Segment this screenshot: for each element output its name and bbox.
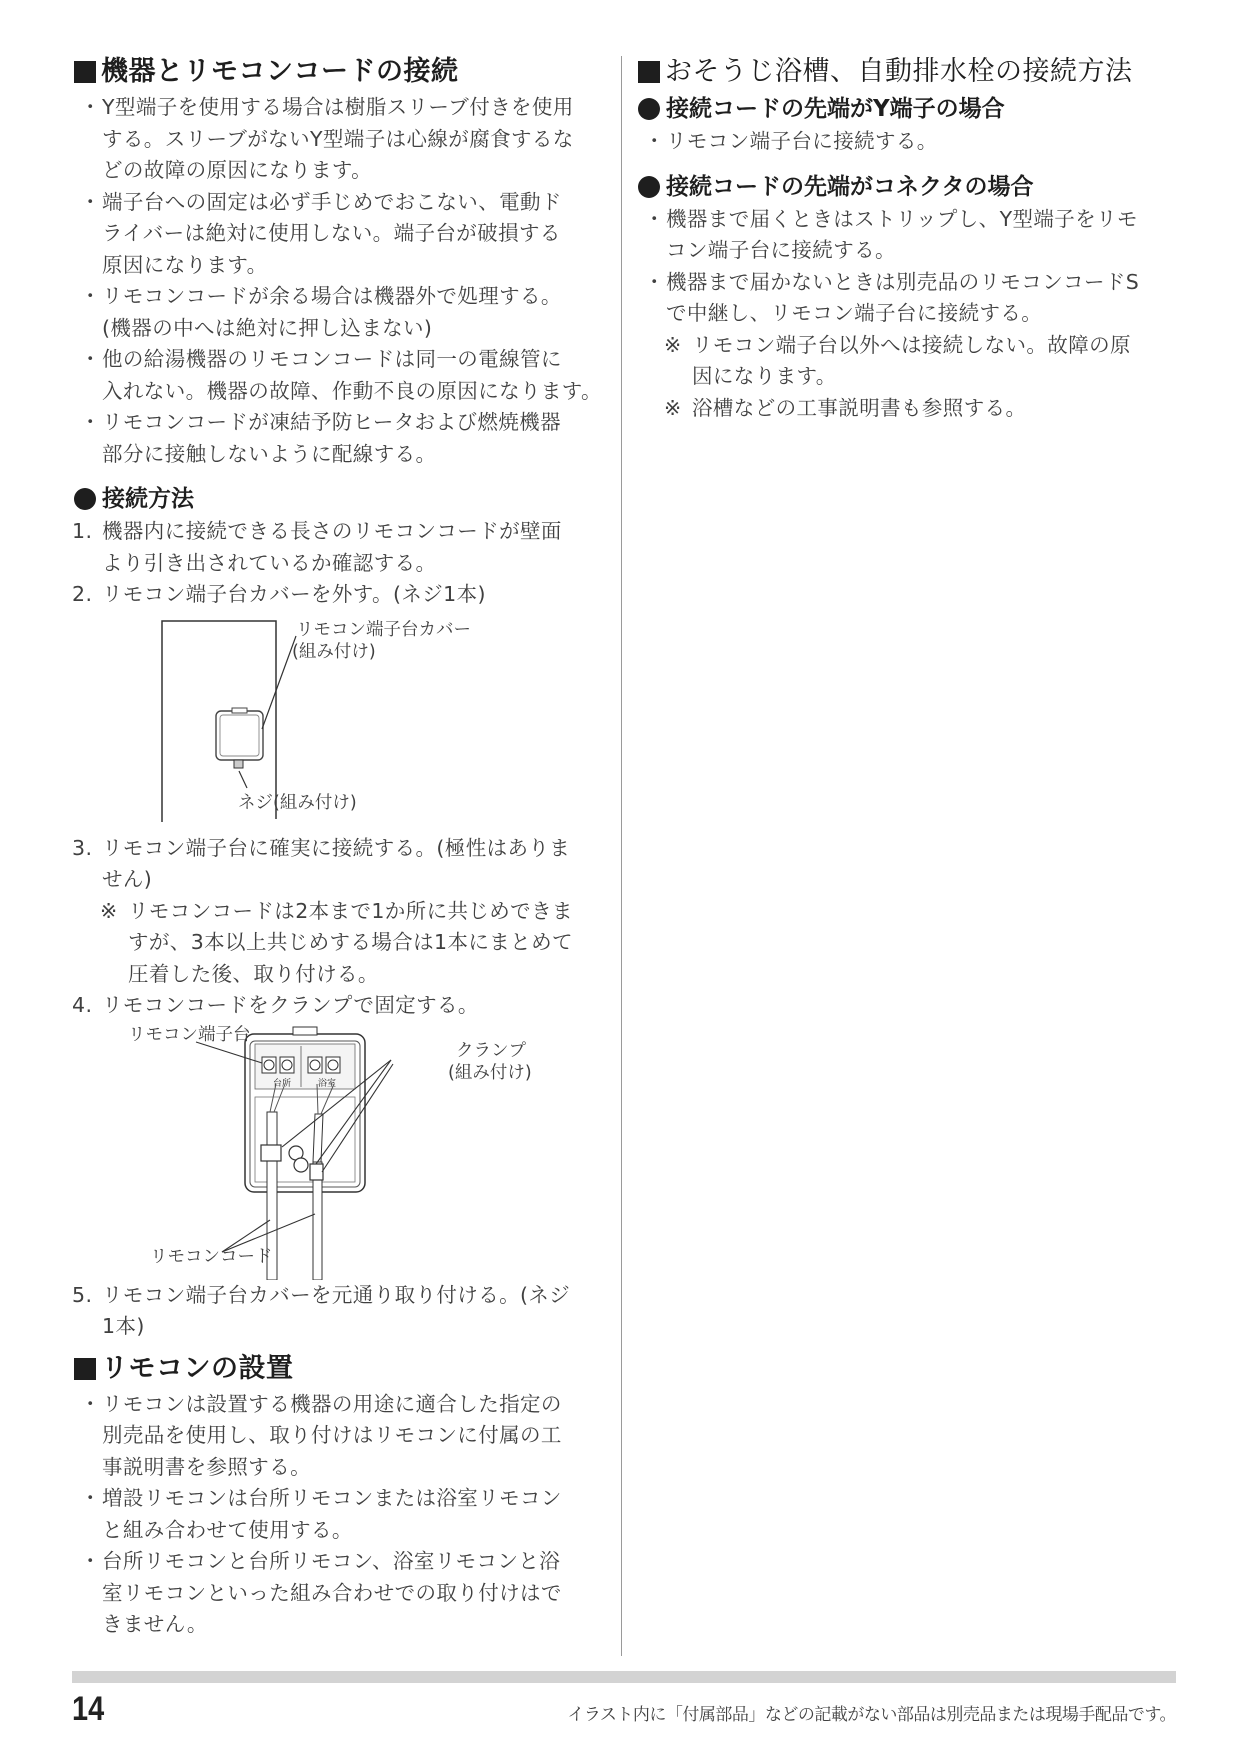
- clamp-label-assembled: (組み付け): [448, 1062, 532, 1083]
- step-1: 1. 機器内に接続できる長さのリモコンコードが壁面 より引き出されているか確認する。: [72, 519, 562, 575]
- step-4: 4. リモコンコードをクランプで固定する。: [72, 993, 479, 1017]
- cover-label: リモコン端子台カバー: [296, 619, 471, 640]
- footer-bar: [72, 1671, 1176, 1683]
- bullet-item: ・ 機器まで届くときはストリップし、Y型端子をリモ コン端子台に接続する。: [644, 206, 1138, 262]
- circle-bullet-icon: [638, 176, 660, 198]
- step-2: 2. リモコン端子台カバーを外す。(ネジ1本): [72, 582, 486, 606]
- subheading-connection-method: 接続方法: [72, 482, 612, 516]
- page-number: 14: [72, 1690, 105, 1728]
- bullet-item: ・ リモコンは設置する機器の用途に適合した指定の 別売品を使用し、取り付けはリモコンに付属の工 事説明書を参照する。: [80, 1391, 562, 1479]
- square-bullet-icon: [74, 61, 96, 83]
- bullet-item: ・ 増設リモコンは台所リモコンまたは浴室リモコン と組み合わせて使用する。: [80, 1486, 562, 1542]
- bullet-item: ・ リモコン端子台に接続する。: [644, 129, 938, 153]
- remote-cord-label: リモコンコード: [150, 1246, 273, 1267]
- bullet-item: ・ リモコンコードが余る場合は機器外で処理する。 (機器の中へは絶対に押し込まない): [80, 284, 562, 340]
- step-5: 5. リモコン端子台カバーを元通り取り付ける。(ネジ 1本): [72, 1282, 571, 1338]
- screw-label: ネジ(組み付け): [238, 792, 357, 813]
- terminal-block-illustration: [72, 1022, 612, 1280]
- note-item: ※ 浴槽などの工事説明書も参照する。: [664, 395, 1027, 420]
- clamp-label: クランプ: [456, 1040, 526, 1061]
- section-heading-device-cord-connection: 機器とリモコンコードの接続: [72, 52, 612, 92]
- terminal-block-label: リモコン端子台: [128, 1024, 251, 1045]
- cover-label-assembled: (組み付け): [292, 641, 376, 662]
- bullet-item: ・ 他の給湯機器のリモコンコードは同一の電線管に 入れない。機器の故障、作動不良の原因になります。: [80, 347, 602, 403]
- svg-text:浴室: 浴室: [318, 1078, 337, 1089]
- figure-terminal-block-clamp: [72, 1022, 612, 1280]
- square-bullet-icon: [638, 61, 660, 83]
- subheading-y-terminal: 接続コードの先端がY端子の場合: [636, 92, 1176, 126]
- step-3-note: ※ リモコンコードは2本まで1か所に共じめできま すが、3本以上共じめする場合は1本にまとめて 圧着した後、取り付ける。: [100, 898, 573, 986]
- left-column: [72, 52, 612, 1641]
- section1-bullets: [72, 92, 612, 470]
- figure-terminal-cover: [132, 611, 612, 833]
- circle-bullet-icon: [74, 488, 96, 510]
- right-column: [636, 52, 1176, 424]
- step-3: 3. リモコン端子台に確実に接続する。(極性はありま せん): [72, 835, 571, 891]
- circle-bullet-icon: [638, 98, 660, 120]
- section-heading-bath-drain-connection: おそうじ浴槽、自動排水栓の接続方法: [636, 52, 1176, 92]
- subheading-connector: 接続コードの先端がコネクタの場合: [636, 170, 1176, 204]
- bullet-item: ・ 台所リモコンと台所リモコン、浴室リモコンと浴 室リモコンといった組み合わせでの取り付けはで きません。: [80, 1549, 562, 1636]
- svg-text:台所: 台所: [273, 1078, 292, 1089]
- column-divider: [621, 56, 622, 1656]
- bullet-item: ・ Y型端子を使用する場合は樹脂スリーブ付きを使用 する。スリーブがないY型端子は心線が腐食するな どの故障の原因になります。: [80, 95, 574, 182]
- bullet-item: ・ リモコンコードが凍結予防ヒータおよび燃焼機器 部分に接触しないように配線する。: [80, 410, 561, 466]
- note-item: ※ リモコン端子台以外へは接続しない。故障の原 因になります。: [664, 332, 1131, 388]
- bullet-item: ・ 機器まで届かないときは別売品のリモコンコードS で中継し、リモコン端子台に接続する。: [644, 269, 1140, 325]
- footer-note: イラスト内に「付属部品」などの記載がない部品は別売品または現場手配品です。: [567, 1705, 1176, 1725]
- section-heading-remote-installation: リモコンの設置: [72, 1349, 612, 1389]
- square-bullet-icon: [74, 1358, 96, 1380]
- bullet-item: ・ 端子台への固定は必ず手じめでおこない、電動ド ライバーは絶対に使用しない。端子台が破損する 原因になります。: [80, 189, 562, 277]
